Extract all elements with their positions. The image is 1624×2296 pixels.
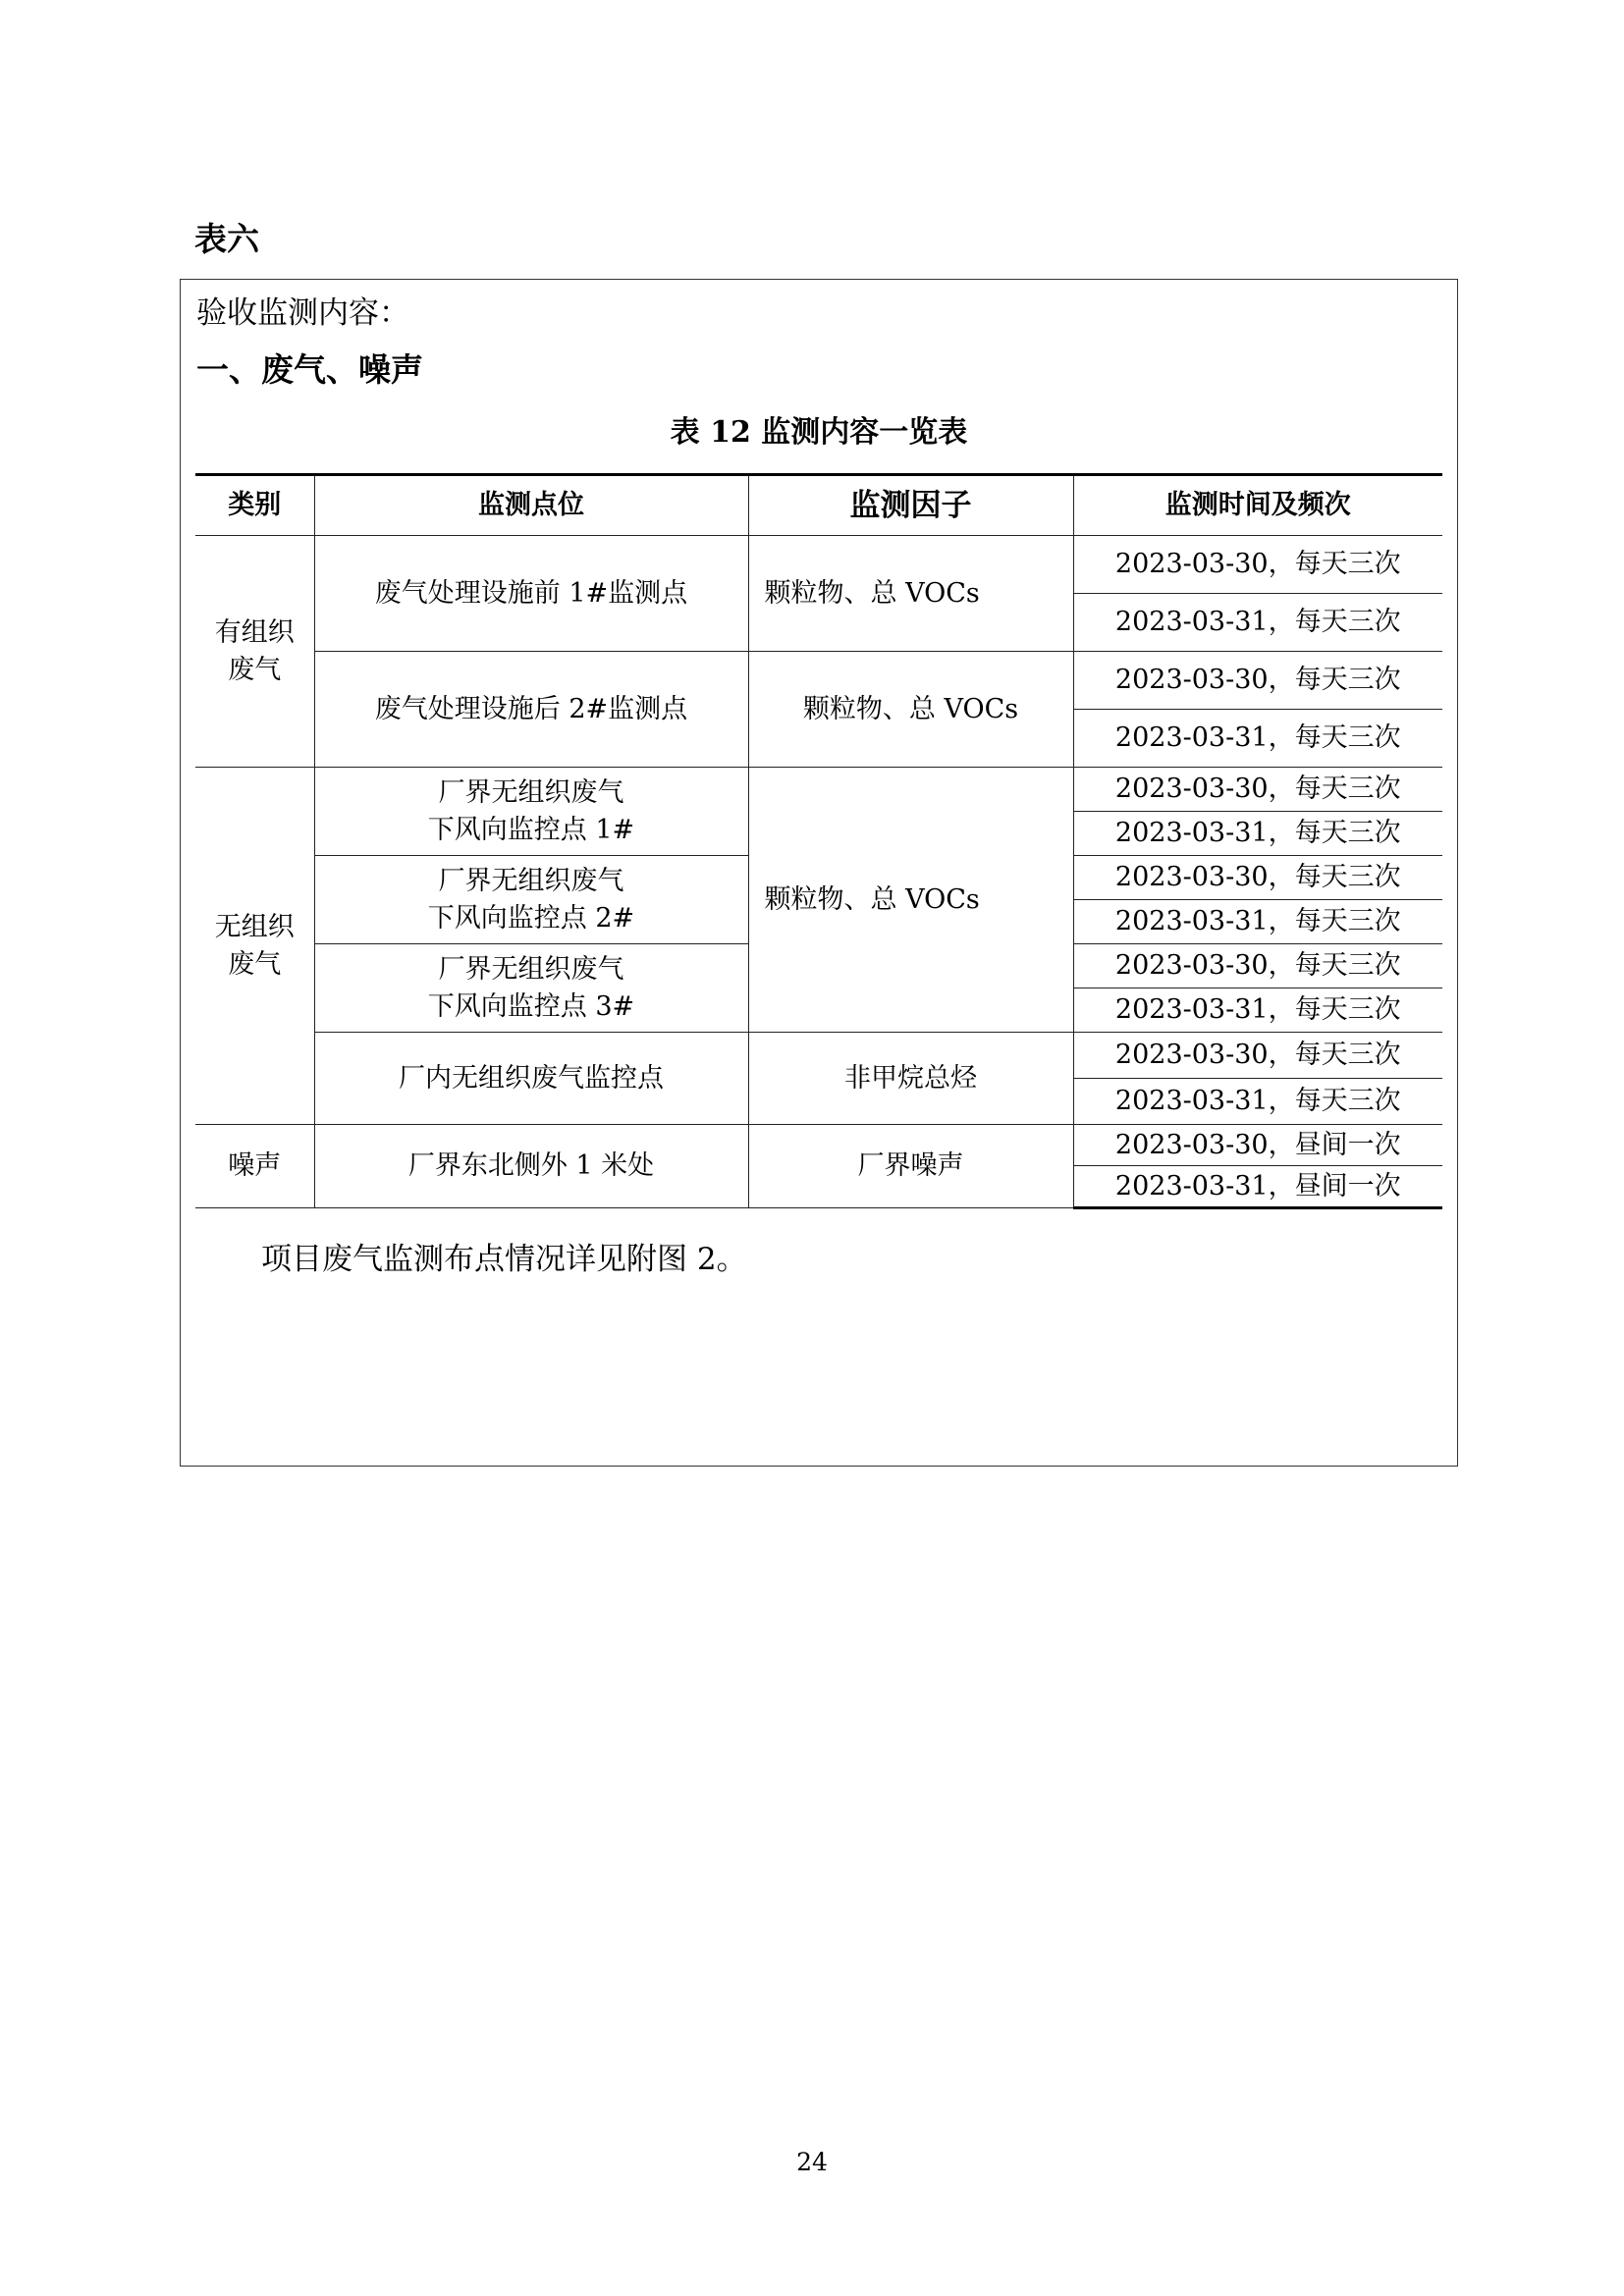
location-cell: 厂内无组织废气监控点	[314, 1033, 748, 1125]
table-row	[195, 652, 1442, 710]
header-time: 监测时间及频次	[1073, 475, 1442, 536]
category-cell: 有组织 废气	[195, 536, 314, 768]
location-cell: 厂界无组织废气 下风向监控点 2#	[314, 856, 748, 944]
category-cell: 无组织 废气	[195, 768, 314, 1125]
table-row	[195, 536, 1442, 594]
time-cell: 2023-03-31，每天三次	[1073, 594, 1442, 652]
time-cell: 2023-03-31，昼间一次	[1073, 1166, 1442, 1208]
time-cell: 2023-03-30，每天三次	[1073, 652, 1442, 710]
time-cell: 2023-03-31，每天三次	[1073, 900, 1442, 944]
location-cell: 厂界无组织废气 下风向监控点 3#	[314, 944, 748, 1033]
monitoring-table	[195, 473, 1442, 1209]
time-cell: 2023-03-30，昼间一次	[1073, 1125, 1442, 1166]
time-cell: 2023-03-31，每天三次	[1073, 988, 1442, 1033]
page-number: 24	[796, 2148, 828, 2176]
content-frame	[180, 279, 1458, 1467]
location-cell: 厂界东北侧外 1 米处	[314, 1125, 748, 1208]
time-cell: 2023-03-30，每天三次	[1073, 1033, 1442, 1079]
time-cell: 2023-03-31，每天三次	[1073, 710, 1442, 768]
time-cell: 2023-03-30，每天三次	[1073, 768, 1442, 812]
location-cell: 厂界无组织废气 下风向监控点 1#	[314, 768, 748, 856]
table-row	[195, 1125, 1442, 1166]
factor-cell: 颗粒物、总 VOCs	[748, 652, 1073, 768]
header-location: 监测点位	[314, 475, 748, 536]
section-heading: 一、废气、噪声	[196, 350, 423, 389]
header-factor: 监测因子	[748, 475, 1073, 536]
table-row	[195, 1033, 1442, 1079]
table-caption: 表 12 监测内容一览表	[670, 415, 968, 450]
factor-cell: 颗粒物、总 VOCs	[748, 536, 1073, 652]
table-row	[195, 768, 1442, 812]
table-header-row	[195, 475, 1442, 536]
note-text: 项目废气监测布点情况详见附图 2。	[261, 1242, 747, 1277]
factor-cell: 颗粒物、总 VOCs	[748, 768, 1073, 1033]
location-cell: 废气处理设施前 1#监测点	[314, 536, 748, 652]
location-cell: 废气处理设施后 2#监测点	[314, 652, 748, 768]
time-cell: 2023-03-31，每天三次	[1073, 812, 1442, 856]
factor-cell: 非甲烷总烃	[748, 1033, 1073, 1125]
time-cell: 2023-03-30，每天三次	[1073, 536, 1442, 594]
header-category: 类别	[195, 475, 314, 536]
intro-text: 验收监测内容：	[196, 295, 409, 331]
category-cell: 噪声	[195, 1125, 314, 1208]
section-label: 表六	[194, 220, 259, 258]
factor-cell: 厂界噪声	[748, 1125, 1073, 1208]
time-cell: 2023-03-31，每天三次	[1073, 1079, 1442, 1125]
time-cell: 2023-03-30，每天三次	[1073, 944, 1442, 988]
time-cell: 2023-03-30，每天三次	[1073, 856, 1442, 900]
